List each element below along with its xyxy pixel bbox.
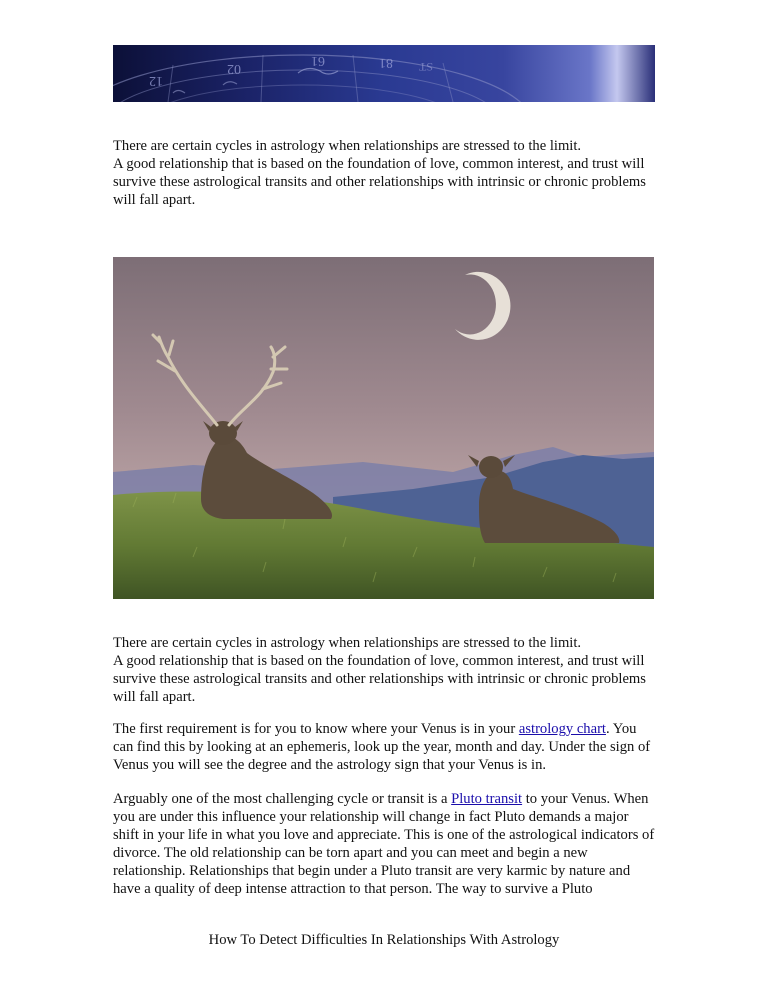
astrology-chart-link[interactable]: astrology chart: [518, 721, 606, 737]
intro-paragraph: [113, 137, 658, 209]
zodiac-wheel-graphic: [113, 45, 655, 102]
banner-numeral: 61: [311, 53, 325, 68]
pluto-text-after: to your Venus. When you are under this influence your relationship will change in fact Pluto demands a major shift in your life in what you love and appreciate. This is one of the astrological indicators of divorce. The old relationship can be torn apart and you can meet and begin a new relationship. Relationships that begin under a Pluto transit are very karmic by nature and have a quality of deep intense attraction to that person. The way to survive a Pluto: [113, 791, 655, 897]
intro-line: There are certain cycles in astrology when relationships are stressed to the limit.: [113, 138, 582, 154]
deer-moon-photo: [113, 257, 654, 599]
banner-numeral: 12: [149, 73, 163, 88]
banner-numeral: 81: [379, 55, 393, 70]
pluto-transit-link[interactable]: Pluto transit: [451, 791, 523, 807]
venus-text-after: . You can find this by looking at an ephemeris, look up the year, month and day. Under the sign of Venus you will see the degree and the astrology sign that your Venus is in.: [113, 721, 651, 773]
repeat-line: There are certain cycles in astrology when relationships are stressed to the limit.: [113, 635, 582, 651]
header-banner: [113, 45, 655, 102]
repeat-paragraph: [113, 634, 658, 706]
pluto-text-before: Arguably one of the most challenging cycle or transit is a: [113, 791, 452, 807]
venus-text-before: The first requirement is for you to know where your Venus is in your: [113, 721, 519, 737]
banner-numeral: ST: [418, 60, 433, 74]
intro-line: A good relationship that is based on the foundation of love, common interest, and trust will survive these astrological transits and other relationships with intrinsic or chronic problems will fall apart.: [113, 156, 646, 208]
venus-paragraph: [113, 720, 658, 774]
deer-photo-illustration: [113, 257, 654, 599]
pluto-paragraph: [113, 790, 658, 898]
page-footer: How To Detect Difficulties In Relationships With Astrology: [208, 932, 560, 948]
repeat-line: A good relationship that is based on the foundation of love, common interest, and trust will survive these astrological transits and other relationships with intrinsic or chronic problems will fall apart.: [113, 653, 646, 705]
banner-numeral: 02: [227, 61, 241, 76]
